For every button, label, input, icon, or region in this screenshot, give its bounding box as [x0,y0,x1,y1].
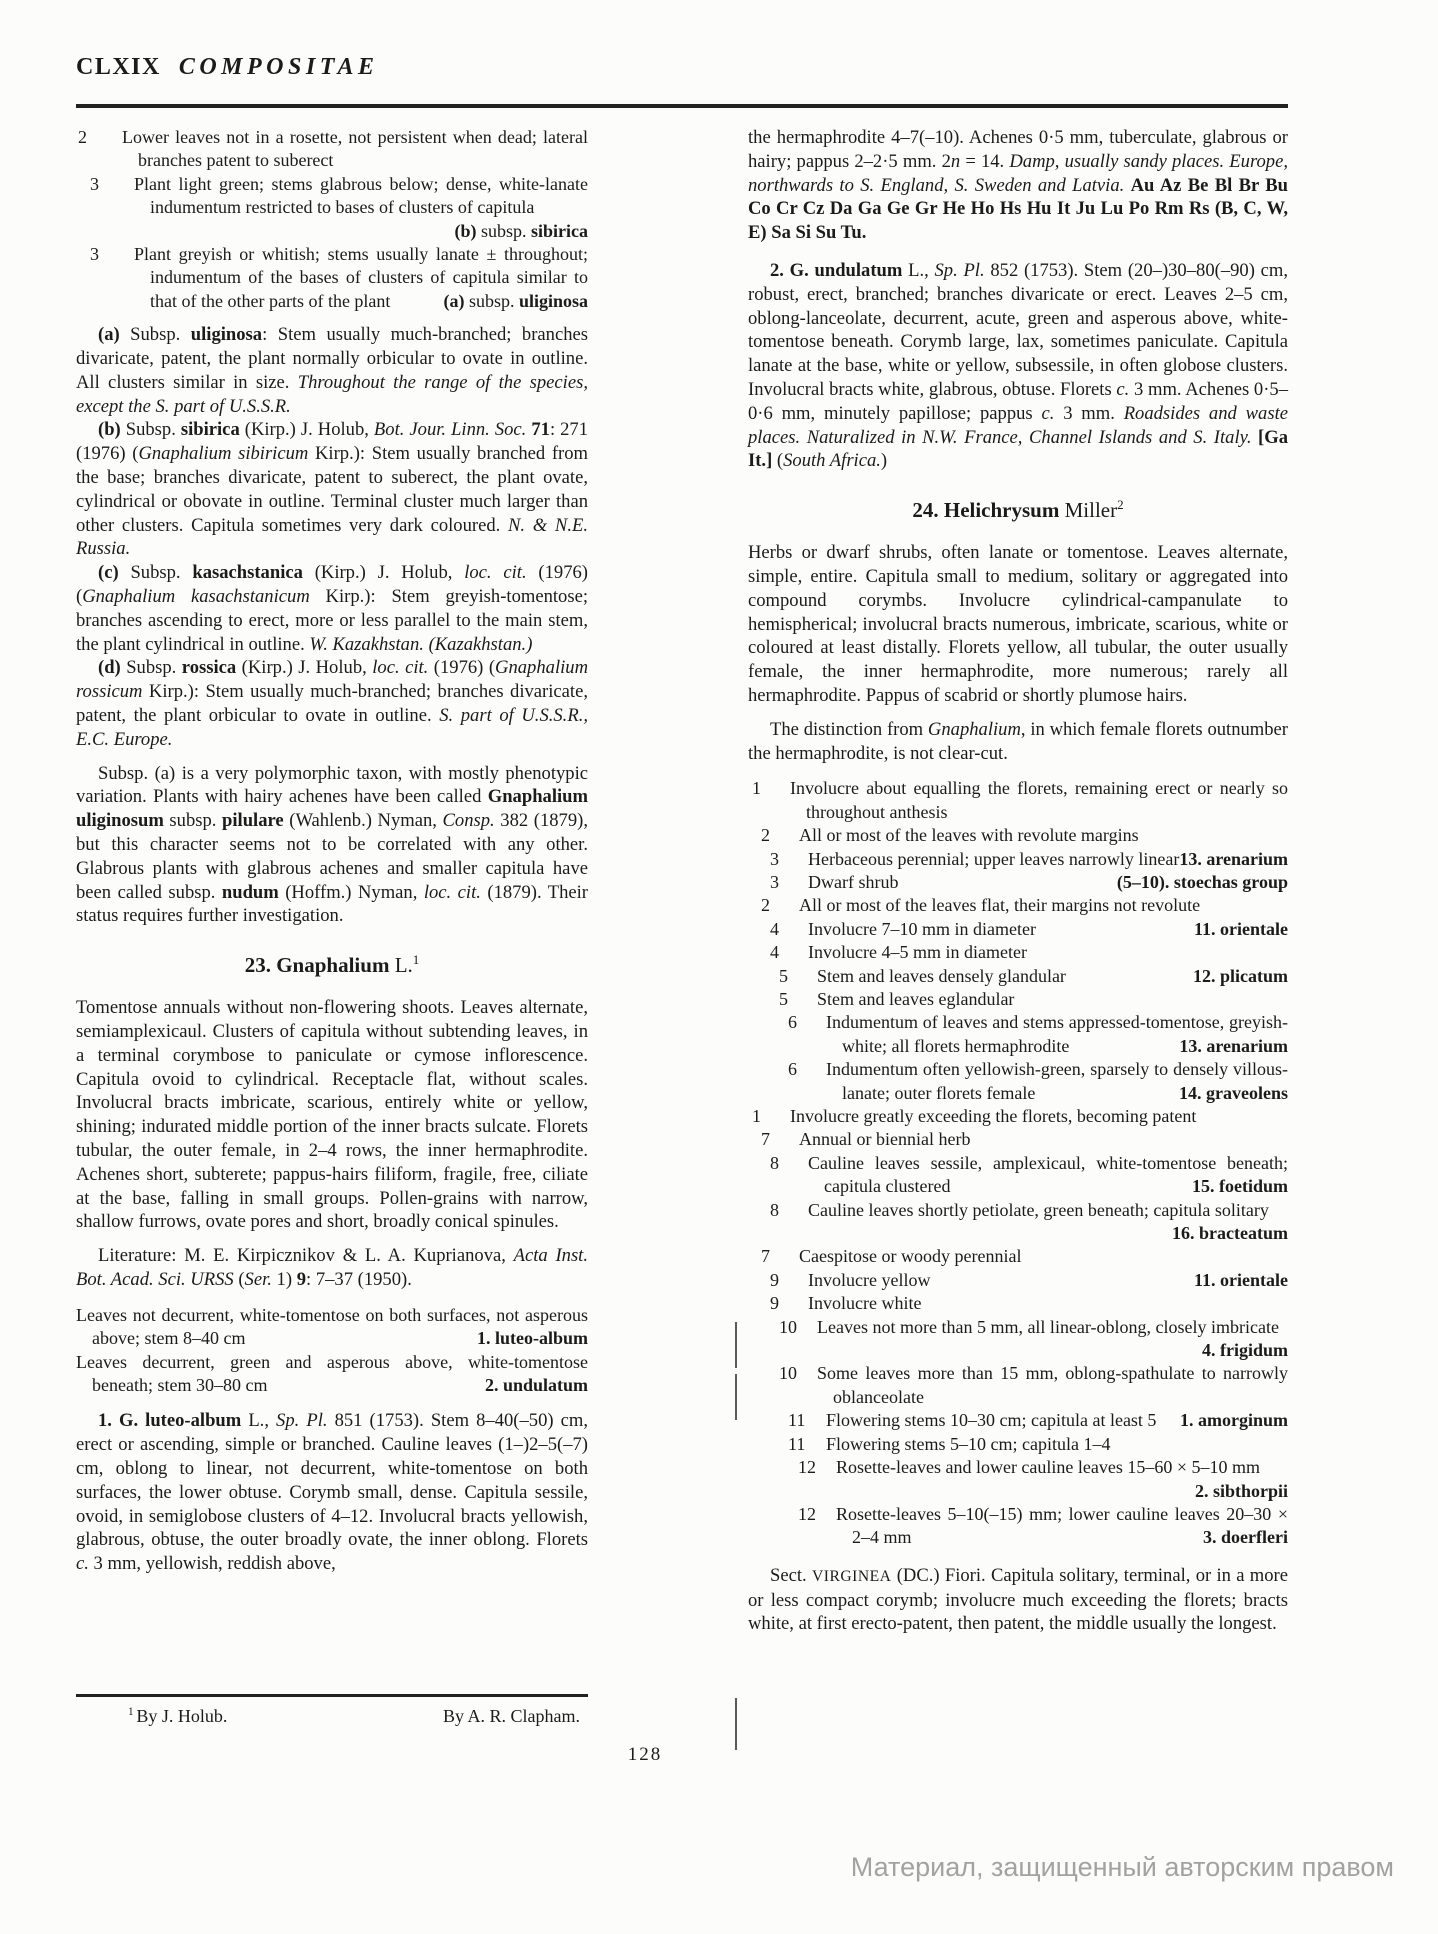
key-couplet-number: 3 [90,244,99,265]
key-text: Indumentum often yellowish-green, sparsely to densely villous-lanate; outer florets female [826,1059,1288,1103]
key-result: 2. undulatum [484,1374,588,1395]
key-couplet-number: 9 [770,1293,779,1314]
key-couplet-number: 2 [78,127,87,147]
chapter-number: CLXIX [76,54,161,80]
key-couplet-number: 3 [770,848,779,869]
paragraph-subsp-note: Subsp. (a) is a very polymorphic taxon, with mostly phenotypic variation. Plants with hairy achenes have been called Gnaphalium uliginosum subsp. pilulare (Wahlenb.) Nyman, Consp. 382 (1879), but this character seems not to be correlated with any other. Glabrous plants with glabrous achenes and smaller capitula have been called subsp. nudum (Hoffm.) Nyman, loc. cit. (1879). Their status requires further investigation. [76,762,588,927]
page-number: 128 [627,1744,663,1765]
key-text: Leaves not more than 5 mm, all linear-oblong, closely imbricate [817,1316,1279,1337]
key-text: Involucre about equalling the florets, remaining erect or nearly so throughout anthesis [790,778,1288,822]
key-item [748,1456,1288,1503]
key-result: 13. arenarium [1179,848,1288,869]
scan-artifact-line [735,1698,737,1750]
key-couplet-number: 3 [90,173,99,194]
key-couplet-number: 8 [770,1199,779,1220]
key-result: 16. bracteatum [1172,1223,1288,1244]
key-text: Involucre 7–10 mm in diameter [808,918,1036,939]
paragraph-gnaphalium-description: Tomentose annuals without non-flowering shoots. Leaves alternate, semiamplexicaul. Clusters of capitula without subtending leaves, in a terminal corymbose to paniculate or cymose inflorescence. Capitula ovoid to cylindrical. Receptacle flat, without scales. Involucral bracts imbricate, scarious, entirely white or yellow, shining; indurated middle portion of the inner bracts sulcate. Florets tubular, the outer female, in 2–4 rows, the inner hermaphrodite. Achenes short, subterete; pappus-hairs filiform, fragile, free, ciliate at the base, falling in small groups. Pollen-grains with narrow, shallow furrows, ovate pores and short, broadly conical spinules. [76,997,588,1233]
key-item [748,941,1288,964]
key-item [748,1011,1288,1058]
key-item [748,1105,1288,1128]
paragraph-species-undulatum: 2. G. undulatum L., Sp. Pl. 852 (1753). Stem (20–)30–80(–90) cm, robust, erect, branched; branches divaricate or erect. Leaves 2–5 cm, oblong-lanceolate, decurrent, acute, green and asperous above, white-tomentose beneath. Corymb large, lax, sometimes paniculate. Capitula lanate at the base, white or yellow, subsessile, in often globose clusters. Involucral bracts white, glabrous, obtuse. Florets c. 3 mm. Achenes 0·5–0·6 mm, minutely papillose; pappus c. 3 mm. Roadsides and waste places. Naturalized in N.W. France, Channel Islands and S. Italy. [Ga It.] (South Africa.) [748,259,1288,472]
key-couplet-number: 2 [761,825,770,846]
paragraph-distinction-note: The distinction from Gnaphalium, in which female florets outnumber the hermaphrodite, is not clear-cut. [748,718,1288,764]
key-text: Cauline leaves shortly petiolate, green beneath; capitula solitary [808,1199,1269,1220]
key-item [748,894,1288,917]
key-couplet-number: 6 [788,1012,797,1033]
key-couplet-number: 5 [779,988,788,1009]
header-rule [76,104,1288,108]
right-column [748,126,1288,1636]
key-text: All or most of the leaves with revolute margins [799,825,1139,846]
key-couplet-number: 4 [770,918,779,939]
footnote-holub: $^1$ By J. Holub. [128,1706,228,1726]
key-result: (5–10). stoechas group [1116,871,1288,892]
key-item [76,126,588,173]
key-couplet-number: 9 [770,1269,779,1290]
footnote-clapham: By A. R. Clapham. [442,1706,580,1726]
key-item [748,918,1288,941]
key-result: (b) subsp. sibirica [454,220,588,241]
key-item [748,988,1288,1011]
left-column [76,126,588,1576]
key-item [748,1503,1288,1550]
key-couplet-number: 3 [770,871,779,892]
key-couplet-number: 1 [752,778,761,799]
paragraph-helichrysum-description: Herbs or dwarf shrubs, often lanate or tomentose. Leaves alternate, simple, entire. Capitula small to medium, solitary or aggregated into compound corymbs. Involucre cylindrical-campanulate to hemispherical; involucral bracts numerous, imbricate, scarious, white or coloured at least distally. Florets yellow, all tubular, the outer usually female, the inner hermaphrodite, more numerous; rarely all hermaphrodite. Pappus of scabrid or shortly plumose hairs. [748,542,1288,706]
paragraph-continuation: the hermaphrodite 4–7(–10). Achenes 0·5 mm, tuberculate, glabrous or hairy; pappus 2–2·5 mm. 2n = 14. Damp, usually sandy places. Europe, northwards to S. England, S. Sweden and Latvia. Au Az Be Bl Br Bu Co Cr Cz Da Ga Ge Gr He Ho Hs Hu It Ju Lu Po Rm Rs (B, C, W, E) Sa Si Su Tu. [748,127,1288,244]
key-text: Leaves not decurrent, white-tomentose on both surfaces, not asperous above; stem 8–40 cm [76,1304,588,1349]
paragraph-species-luteo-album: 1. G. luteo-album L., Sp. Pl. 851 (1753). Stem 8–40(–50) cm, erect or ascending, simple or branched. Cauline leaves (1–)2–5(–7) cm, oblong to linear, not decurrent, white-tomentose on both surfaces, the lower obtuse. Corymb small, dense. Capitula sessile, ovoid, in semiglobose clusters of 4–12. Involucral bracts yellowish, glabrous, obtuse, the outer broadly ovate, the inner oblong. Florets c. 3 mm, yellowish, reddish above, [76,1410,588,1575]
key-result: 2. sibthorpii [1194,1480,1288,1501]
key-result: 3. doerfleri [1203,1527,1288,1548]
running-head [76,54,379,81]
key-item [748,1269,1288,1292]
key-item [748,1362,1288,1409]
key-text: Indumentum of leaves and stems appressed-tomentose, greyish-white; all florets hermaphrodite [826,1012,1288,1056]
key-item [748,1316,1288,1363]
key-couplet-number: 1 [752,1106,761,1127]
key-text: Rosette-leaves 5–10(–15) mm; lower cauline leaves 20–30 × 2–4 mm [836,1503,1288,1548]
paragraph-sect-virginea: Sect. VIRGINEA (DC.) Fiori. Capitula solitary, terminal, or in a more or less compact corymb; involucre much exceeding the florets; bracts white, at first erecto-patent, then patent, the middle usually the longest. [748,1564,1289,1635]
key-couplet-number: 10 [779,1363,797,1384]
key-item [748,777,1288,824]
scan-artifact-line [735,1374,737,1420]
key-text: Involucre yellow [808,1269,931,1290]
key-text: Herbaceous perennial; upper leaves narrowly linear [808,848,1180,869]
key-text: Annual or biennial herb [799,1129,971,1150]
key-text: Caespitose or woody perennial [799,1246,1022,1267]
key-item [748,1199,1288,1246]
key-couplet-number: 12 [798,1457,816,1478]
key-text: Involucre white [808,1293,922,1314]
paragraph-subsp-uliginosa: (a) Subsp. uliginosa: Stem usually much-branched; branches divaricate, patent, the plant normally orbicular to ovate in outline. All clusters similar in size. Throughout the range of the species, except the S. part of U.S.S.R. [76,324,589,417]
key-text: Some leaves more than 15 mm, oblong-spathulate to narrowly oblanceolate [817,1363,1288,1407]
key-result: 14. graveolens [1179,1082,1288,1103]
scan-artifact-line [735,1322,737,1368]
key-couplet-number: 5 [779,965,788,986]
key-result: 11. orientale [1194,1269,1288,1290]
key-result: 1. amorginum [1180,1410,1288,1431]
key-text: Stem and leaves densely glandular [817,965,1066,986]
paragraph-subsp-sibirica: (b) Subsp. sibirica (Kirp.) J. Holub, Bot. Jour. Linn. Soc. 71: 271 (1976) (Gnaphalium sibiricum Kirp.): Stem usually branched from the base; branches divaricate, patent to suberect, the plant ovate, cylindrical or obovate in outline. Terminal cluster much larger than other clusters. Capitula sometimes very dark coloured. N. & N.E. Russia. [76,419,589,560]
key-item [748,1409,1288,1432]
key-result: 15. foetidum [1192,1176,1288,1197]
key-item [748,848,1288,871]
footnote-block [76,1694,588,1727]
key-item [748,824,1288,847]
key-text: Leaves decurrent, green and asperous above, white-tomentose beneath; stem 30–80 cm [76,1351,588,1395]
key-text: Involucre 4–5 mm in diameter [808,942,1027,963]
key-result: (a) subsp. uliginosa [443,290,588,311]
key-couplet-number: 4 [770,942,779,963]
key-couplet-number: 6 [788,1059,797,1080]
copyright-watermark: Материал, защищенный авторским правом [850,1852,1394,1882]
paragraph-literature: Literature: M. E. Kirpicznikov & L. A. Kuprianova, Acta Inst. Bot. Acad. Sci. URSS (Ser. 1) 9: 7–37 (1950). [76,1245,588,1290]
dichotomous-key-gnaphalium-subspp [76,126,588,313]
key-text: Dwarf shrub [808,871,899,892]
key-text: Lower leaves not in a rosette, not persistent when dead; lateral branches patent to suberect [122,127,588,171]
key-item [748,965,1288,988]
key-text: All or most of the leaves flat, their margins not revolute [799,895,1201,916]
key-result: 13. arenarium [1179,1035,1288,1056]
key-couplet-number: 8 [770,1152,779,1173]
key-item [76,173,588,243]
key-text: Plant greyish or whitish; stems usually lanate ± throughout; indumentum of the bases of clusters of capitula similar to that of the other parts of the plant [134,244,588,311]
dichotomous-key-helichrysum [748,777,1288,1549]
key-text: Involucre greatly exceeding the florets, becoming patent [790,1106,1197,1127]
key-text: Cauline leaves sessile, amplexicaul, white-tomentose beneath; capitula clustered [808,1152,1288,1197]
key-item [76,1351,588,1398]
key-couplet-number: 12 [798,1503,816,1524]
key-item [76,243,588,313]
genus-heading-helichrysum: 24. Helichrysum Miller$^2$ [912,497,1124,523]
key-item [748,1152,1288,1199]
key-item [748,1245,1288,1268]
species-key-gnaphalium [76,1304,588,1398]
key-text: Flowering stems 10–30 cm; capitula at least 5 [826,1410,1157,1431]
key-result: 12. plicatum [1192,965,1288,986]
key-text: Plant light green; stems glabrous below; dense, white-lanate indumentum restricted to bases of clusters of capitula [134,173,588,218]
key-couplet-number: 7 [761,1129,770,1150]
key-couplet-number: 2 [761,895,770,916]
key-item [748,1128,1288,1151]
key-couplet-number: 11 [788,1410,806,1431]
key-result: 4. frigidum [1201,1340,1288,1361]
key-text: Flowering stems 5–10 cm; capitula 1–4 [826,1433,1111,1454]
key-text: Stem and leaves eglandular [817,988,1015,1009]
key-result: 11. orientale [1194,918,1288,939]
key-result: 1. luteo-album [476,1328,588,1349]
genus-heading-gnaphalium: 23. Gnaphalium L.$^1$ [244,952,420,978]
key-item [748,871,1288,894]
key-couplet-number: 11 [788,1433,806,1454]
key-couplet-number: 10 [779,1316,797,1337]
key-text: Rosette-leaves and lower cauline leaves 15–60 × 5–10 mm [836,1457,1261,1478]
paragraph-subsp-rossica: (d) Subsp. rossica (Kirp.) J. Holub, loc. cit. (1976) (Gnaphalium rossicum Kirp.): Stem usually much-branched; branches divaricate, patent, the plant orbicular to ovate in outline. S. part of U.S.S.R., E.C. Europe. [76,657,588,750]
key-item [748,1433,1288,1456]
key-item [748,1292,1288,1315]
key-item [76,1304,588,1351]
family-name: COMPOSITAE [178,54,379,80]
key-couplet-number: 7 [761,1246,770,1267]
key-item [748,1058,1288,1105]
paragraph-subsp-kasachstanica: (c) Subsp. kasachstanica (Kirp.) J. Holub, loc. cit. (1976) (Gnaphalium kasachstanicum Kirp.): Stem greyish-tomentose; branches ascending to erect, more or less parallel to the main stem, the plant cylindrical in outline. W. Kazakhstan. (Kazakhstan.) [76,562,588,655]
